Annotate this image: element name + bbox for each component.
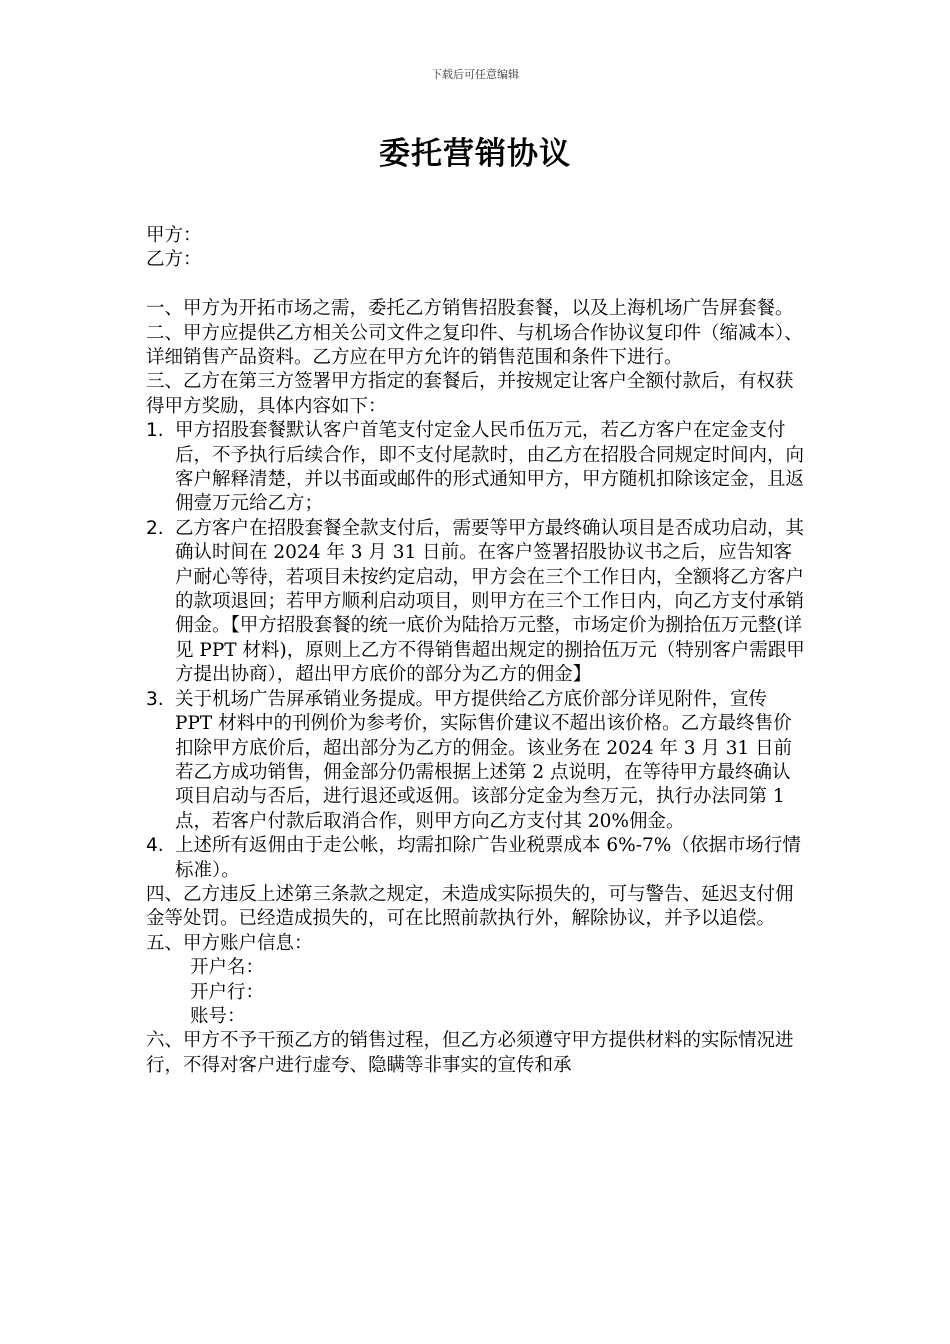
account-number-field: 账号： — [190, 1005, 246, 1027]
party-a-line: 甲方： — [146, 225, 202, 246]
clause-4: 四、乙方违反上述第三条款之规定，未造成实际损失的，可与警告、延迟支付佣金等处罚。已经造成损失的，可在比照前款执行外，解除协议，并予以追偿。 — [146, 883, 794, 930]
list-item-number: 2. — [146, 517, 164, 539]
clause-3: 三、乙方在第三方签署甲方指定的套餐后，并按规定让客户全额付款后，有权获得甲方奖励，具体内容如下： — [146, 371, 794, 417]
clause-2: 二、甲方应提供乙方相关公司文件之复印件、与机场合作协议复印件（缩减本）、详细销售产品资料。乙方应在甲方允许的销售范围和条件下进行。 — [146, 322, 803, 369]
spacer — [146, 273, 806, 297]
clause-1: 一、甲方为开拓市场之需，委托乙方销售招股套餐，以及上海机场广告屏套餐。 — [146, 298, 794, 320]
account-name-field: 开户名： — [190, 957, 265, 979]
list-item-text: 乙方客户在招股套餐全款支付后，需要等甲方最终确认项目是否成功启动，其确认时间在 2024 年 3 月 31 日前。在客户签署招股协议书之后，应告知客户耐心等待，若项目未按约定启动，甲方会在三个工作日内，全额将乙方客户的款项退回；若甲方顺利启动项目，则甲方在三个工作日内，向乙方支付承销佣金。【甲方招股套餐的统一底价为陆拾万元整，市场定价为捌拾伍万元整(详见 PPT 材料)，原则上乙方不得销售超出规定的捌拾伍万元（特别客户需跟甲方提出协商），超出甲方底价的部分为乙方的佣金】 — [175, 517, 805, 686]
list-item-number: 3. — [146, 688, 164, 710]
list-item — [146, 834, 806, 883]
account-bank-field: 开户行： — [190, 981, 265, 1003]
party-b-line: 乙方： — [146, 249, 202, 271]
list-item-text: 关于机场广告屏承销业务提成。甲方提供给乙方底价部分详见附件，宣传 PPT 材料中的刊例价为参考价，实际售价建议不超出该价格。乙方最终售价扣除甲方底价后，超出部分为乙方的佣金。该业务在 2024 年 3 月 31 日前若乙方成功销售，佣金部分仍需根据上述第 2 点说明，在等待甲方最终确认项目启动与否后，进行退还或返佣。该部分定金为叁万元，执行办法同第 1 点，若客户付款后取消合作，则甲方向乙方支付其 20%佣金。 — [175, 688, 793, 832]
clause-5: 五、甲方账户信息： — [146, 932, 313, 954]
clause-6: 六、甲方不予干预乙方的销售过程，但乙方必须遵守甲方提供材料的实际情况进行，不得对客户进行虚夸、隐瞒等非事实的宣传和承 — [146, 1030, 794, 1076]
list-item — [146, 419, 806, 517]
list-item — [146, 517, 806, 688]
document-body — [146, 224, 806, 1078]
clause-3-list — [146, 419, 806, 883]
header-note: 下载后可任意编辑 — [431, 68, 519, 81]
list-item-text: 甲方招股套餐默认客户首笔支付定金人民币伍万元，若乙方客户在定金支付后，不予执行后续合作，即不支付尾款时，由乙方在招股合同规定时间内，向客户解释清楚，并以书面或邮件的形式通知甲方，甲方随机扣除该定金，且返佣壹万元给乙方； — [175, 420, 805, 515]
list-item — [146, 688, 806, 834]
list-item-number: 1. — [146, 420, 164, 442]
list-item-text: 上述所有返佣由于走公帐，均需扣除广告业税票成本 6%-7%（依据市场行情标准）。 — [175, 835, 801, 881]
list-item-number: 4. — [146, 835, 164, 857]
document-title: 委托营销协议 — [379, 136, 571, 172]
